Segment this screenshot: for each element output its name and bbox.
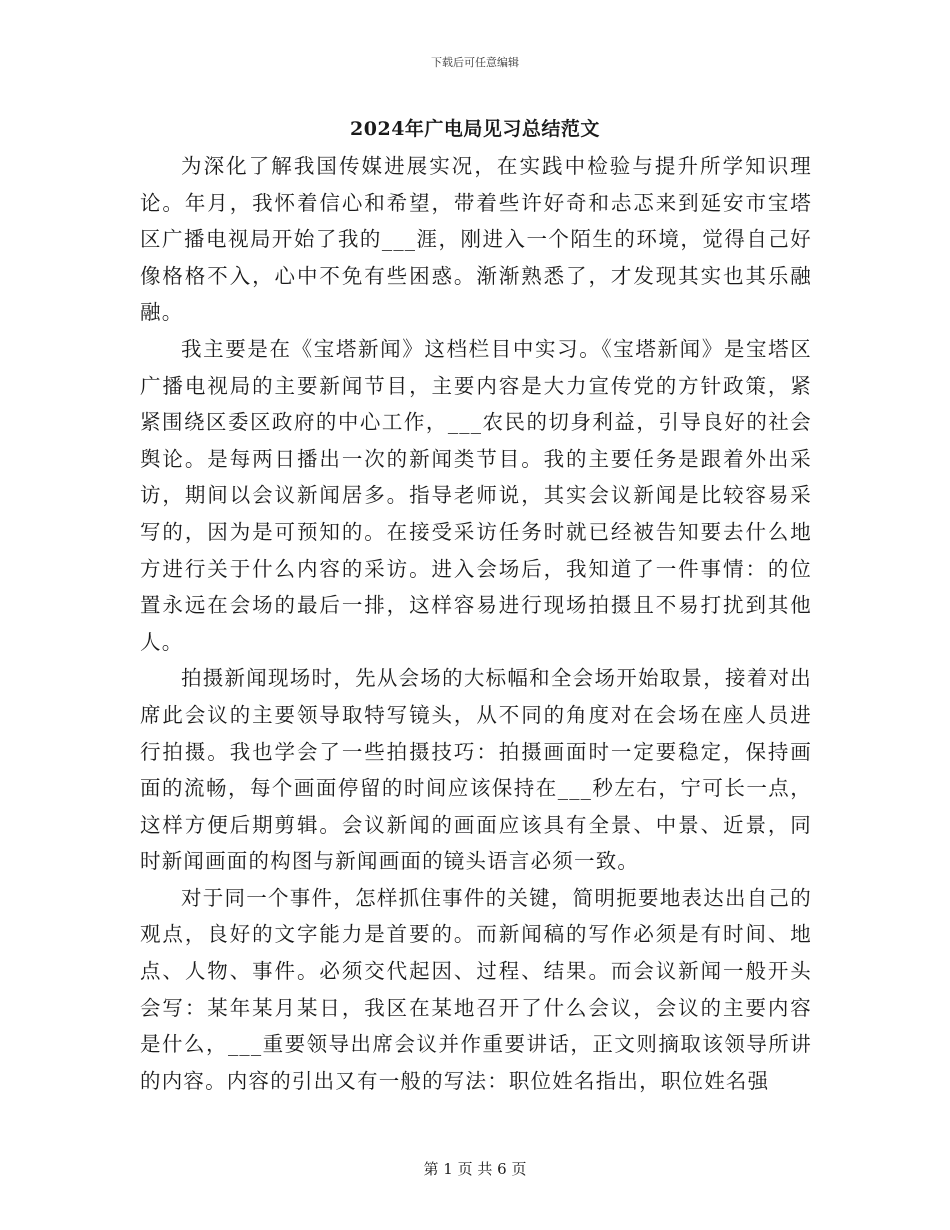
- paragraph: 对于同一个事件，怎样抓住事件的关键，简明扼要地表达出自己的观点，良好的文字能力是首要的。而新闻稿的写作必须是有时间、地点、人物、事件。必须交代起因、过程、结果。而会议新闻一般开头会写：某年某月某日，我区在某地召开了什么会议，会议的主要内容是什么，___重要领导出席会议并作重要讲话，正文则摘取该领导所讲的内容。内容的引出又有一般的写法：职位姓名指出，职位姓名强: [140, 885, 812, 1093]
- paragraph: 拍摄新闻现场时，先从会场的大标幅和全会场开始取景，接着对出席此会议的主要领导取特写镜头，从不同的角度对在会场在座人员进行拍摄。我也学会了一些拍摄技巧：拍摄画面时一定要稳定，保持画面的流畅，每个画面停留的时间应该保持在___秒左右，宁可长一点，这样方便后期剪辑。会议新闻的画面应该具有全景、中景、近景，同时新闻画面的构图与新闻画面的镜头语言必须一致。: [140, 666, 812, 874]
- page-number: 第 1 页 共 6 页: [423, 1160, 527, 1178]
- page-header: 下载后可任意编辑: [431, 56, 519, 69]
- paragraph: 为深化了解我国传媒进展实况，在实践中检验与提升所学知识理论。年月，我怀着信心和希望，带着些许好奇和忐忑来到延安市宝塔区广播电视局开始了我的___涯，刚进入一个陌生的环境，觉得自己好像格格不入，心中不免有些困惑。渐渐熟悉了，才发现其实也其乐融融。: [140, 154, 812, 325]
- document-title: 2024年广电局见习总结范文: [350, 118, 600, 140]
- document-body: [140, 148, 812, 1099]
- paragraph: 我主要是在《宝塔新闻》这档栏目中实习。《宝塔新闻》是宝塔区广播电视局的主要新闻节目，主要内容是大力宣传党的方针政策，紧紧围绕区委区政府的中心工作，___农民的切身利益，引导良好的社会舆论。是每两日播出一次的新闻类节目。我的主要任务是跟着外出采访，期间以会议新闻居多。指导老师说，其实会议新闻是比较容易采写的，因为是可预知的。在接受采访任务时就已经被告知要去什么地方进行关于什么内容的采访。进入会场后，我知道了一件事情：的位置永远在会场的最后一排，这样容易进行现场拍摄且不易打扰到其他人。: [140, 336, 812, 654]
